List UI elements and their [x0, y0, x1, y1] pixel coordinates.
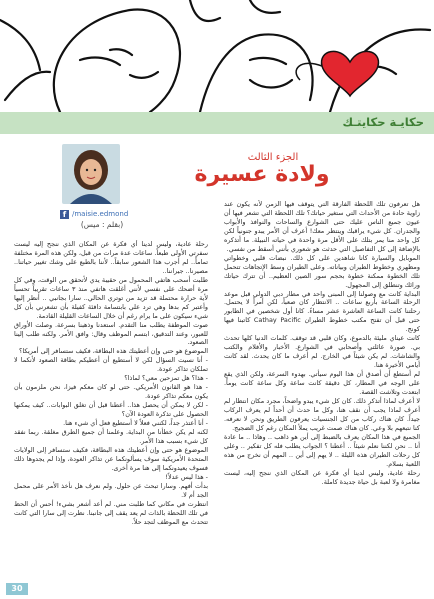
paragraph: رحلة عادية، وليس لدينا أي فكرة عن المكان الذي ننجح إليه ليست سفرتي الأولى طبعاً. ساعات عدة مرات من قبل، ولكن هذه المرة مختلفة تماماً.. لم أجرب هذا الشعور سابقاً.. لأننا بالطبع على وشك تغيير حياتنا.. مصيرنا.. جيراننا.. [14, 240, 208, 275]
author-name: (بقلم : ميس) [80, 220, 124, 229]
paragraph: كانت عيناي مليئة بالدموع، وكان قلبي قد توقف. كلمات الدنيا كلها تحدث بي. صورة عائلتي وأصحابي في الشوارع. الأخبار والأفلام والكتب والشاشات. لم يكن شيئاً في الخارج. لم أعرف ما كان يحدث. لقد كانت أيامي الأخيرة هنا. [224, 334, 420, 370]
paragraph: رحلة عادية، وليس لدينا أي فكرة عن المكان الذي ننجح إليه، ليست مغامرة ولا لعبة بل حياة جديدة كاملة. [224, 468, 420, 486]
author-photo [62, 144, 120, 204]
paragraph: لم أستطع أن أصدق أن هذا اليوم سيأتي. بهدوء السرعة، ولكن الذي يقع على الوجه في المطار، كل دقيقة كانت ساعة وكل ساعة كانت يوماً. ابتعدت وتلاشت القصة. [224, 370, 420, 397]
paragraph: - هذا؟ هل تمزحين معي؟ لماذا؟ [124, 374, 208, 383]
article-subtitle: الجزء الثالث [247, 152, 299, 163]
paragraph: - هذا ليس عدلاً! [165, 472, 208, 481]
paragraph: البداية كانت مع وصولنا إلى المبنى واحد في مطار دبي الدولي قبل موعد الرحلة الساعة بأربع ساعات .. الانتظار كان صعباً، لكن أمراً لا يحتمل. رحلتنا كانت الساعة العاشرة عشر مساءً. كانا أول شخصين في الطابور حتى قبل أن تفتح مكتب خطوط الطيران Cathay Pacific كاتبنا فيها كونج. [224, 289, 420, 334]
paragraph: انتظرت في مكاني كما طلبت مني. لم أعد أشعر بشيء! أحس أن الحظ في تلك اللحظة بالذات لم يعد يقف إلى جانبنا. نظرت إلى سارا التي كانت تتحدث مع الموظف لتجد حلاً. [14, 499, 208, 526]
paragraph: الموضوع هو حتى وإن أعطيتك هذه البطاقة، فكيف ستسافر إلى أمريكا؟ [19, 347, 208, 356]
page-number: 30 [6, 583, 28, 595]
section-label: حكايـة حكايتـك [342, 115, 424, 129]
paragraph: - أنا أعتذر جداً، لكنني فعلاً لا أستطيع فعل أي شيء هنا. [63, 419, 208, 428]
right-text-column [224, 200, 420, 590]
paragraph: بدأت أفهم. وسارا تبحث عن حلول. ولم نعرف هل نأخذ الأمر على محمل الجد أم لا. [14, 481, 208, 499]
paragraph: لا أعرف لماذا أتذكر ذلك. كان كل شيء يبدو واضحاً، مجرد مكان انتظار لم أعرف لماذا يجب أن نقف هنا، وكل ما حدث أن أحداً لم يعرف الركاب جيداً. كان هناك ركاب من كل الجنسيات يعرفون الطريق ونحن لا نعرفه. كنا نتبعهم بلا وعي. كان هناك صمت غريب يملأ المكان رغم كل الضجيج. [224, 396, 420, 432]
paragraph: لكنه لم يكن خطأنا من البداية. وعلمنا أن جميع الطرق مغلقة. ربما نفقد كل شيء بسبب هذا الأمر. [14, 428, 208, 445]
paragraph: طلبت أسحب هاتفي المحمول من حقيبة يدي لأتحقق من الوقت، وفي كل مرة أضحك على نفسي لأنني أغلقت هاتفي منذ ٣ ساعات تقريباً تحسباً لأية حرارة محتملة قد تزيد من توتري الحالي.. سارا بجانبي .. أنظر إليها وأعتبر كم بدها وهي ترد علي بابتسامة دافئة كفيلة بأن تشعرني بأن كل شيء سيكون على ما يرام رغم أن خلال الساعات القليلة القادمة. [14, 275, 208, 320]
paragraph: - هذا هو القانون الأمريكي. حتى لو كان معكم فيزا، نحن ملزمون بأن يكون معكم تذاكر عودة. [14, 383, 208, 401]
paragraph: - لكن لا يمكن أن يحصل هذا.. أعطنا قبل أن تغلق البوابات.. كيف يمكنها الحصول على تذكرة العودة الآن؟ [14, 401, 208, 419]
article-title: ولادة عسيرة [194, 162, 330, 187]
paragraph: صوت الموظفة يطلب منا التقدم. استعدنا وذهبنا بسرعة. وصلت الأوراق للعبور، وعند التدقيق، ابتسم الموظف وقال: وافق الأمر. ولكنه طلب إلينا الصعود. [14, 320, 208, 347]
section-banner [0, 112, 434, 134]
heart-icon [322, 51, 379, 96]
facebook-icon: f [60, 210, 69, 219]
paragraph: هل تعرفون تلك اللحظة الفارقة التي يتوقف فيها الزمن لأنه يكون عند زاوية حادة من الأحداث التي ستغير حياتك؟ تلك اللحظة التي تشعر فيها أن عيون جميع الناس عليك حتى الشوارع والساحات والنوافذ والأبواب والجدران. كل شيء يراقبك وينتظر معك! أعرف أن الأمر يبدو جنونياً لكن كل واحد منا يمر بتلك على الأقل مرة واحدة في حياته النبيلة. ما أتذكره بالإضافة إلى كل التفاصيل التي حدثت هو شعوري بأنني أسقط من نفسي. [224, 200, 420, 253]
social-handle[interactable]: /maisie.edmond [72, 210, 129, 218]
paragraph: الموضوع هو حتى وإن أعطيتك هذه البطاقة، فكيف ستسافر إلى الولايات المتحدة الأمريكية سوف يسألونكما عن تذاكر العودة، وإذا لم يجدوها ذلك فسوف يعيدونكما إلى هنا مرة أخرى. [14, 445, 208, 472]
left-text-column [14, 240, 208, 592]
header-illustration [0, 0, 434, 112]
social-link[interactable] [60, 208, 180, 220]
paragraph: الجميع في هذا المكان يعرف بالضبط إلى أين هو ذاهب .. وهاذا .. ما عادة أنا .. نحن لكننا نعلم شيئاً .. أعطنا ؟ الجواب يطلب فله كل تفكير .. وعلى كل رحلات الطيران هذه الليلة .. لا يهم إلى أين .. المهم أن نخرج من هذه اللعبة بسلام. [224, 432, 420, 468]
paragraph: الموبايل والسيارة كانا شاهدين على كل ذلك. نبضات قلبي وخطواتي ومظهري وخطوط الطيران وبياناته. وعلى الطيران وسط الإتجاهات تتحمل تلك الخطوة ممكنة خطوة بحجم سور الصين العظيم.. أن تترك حياتك ورائك وتنطلق إلى المجهول. [224, 253, 420, 289]
paragraph: - أنا نسيت السؤال لكن لا أستطيع أن أعطيكم بطاقة الصعود لأنكما لا تملكان تذاكر عودة. [14, 356, 208, 374]
